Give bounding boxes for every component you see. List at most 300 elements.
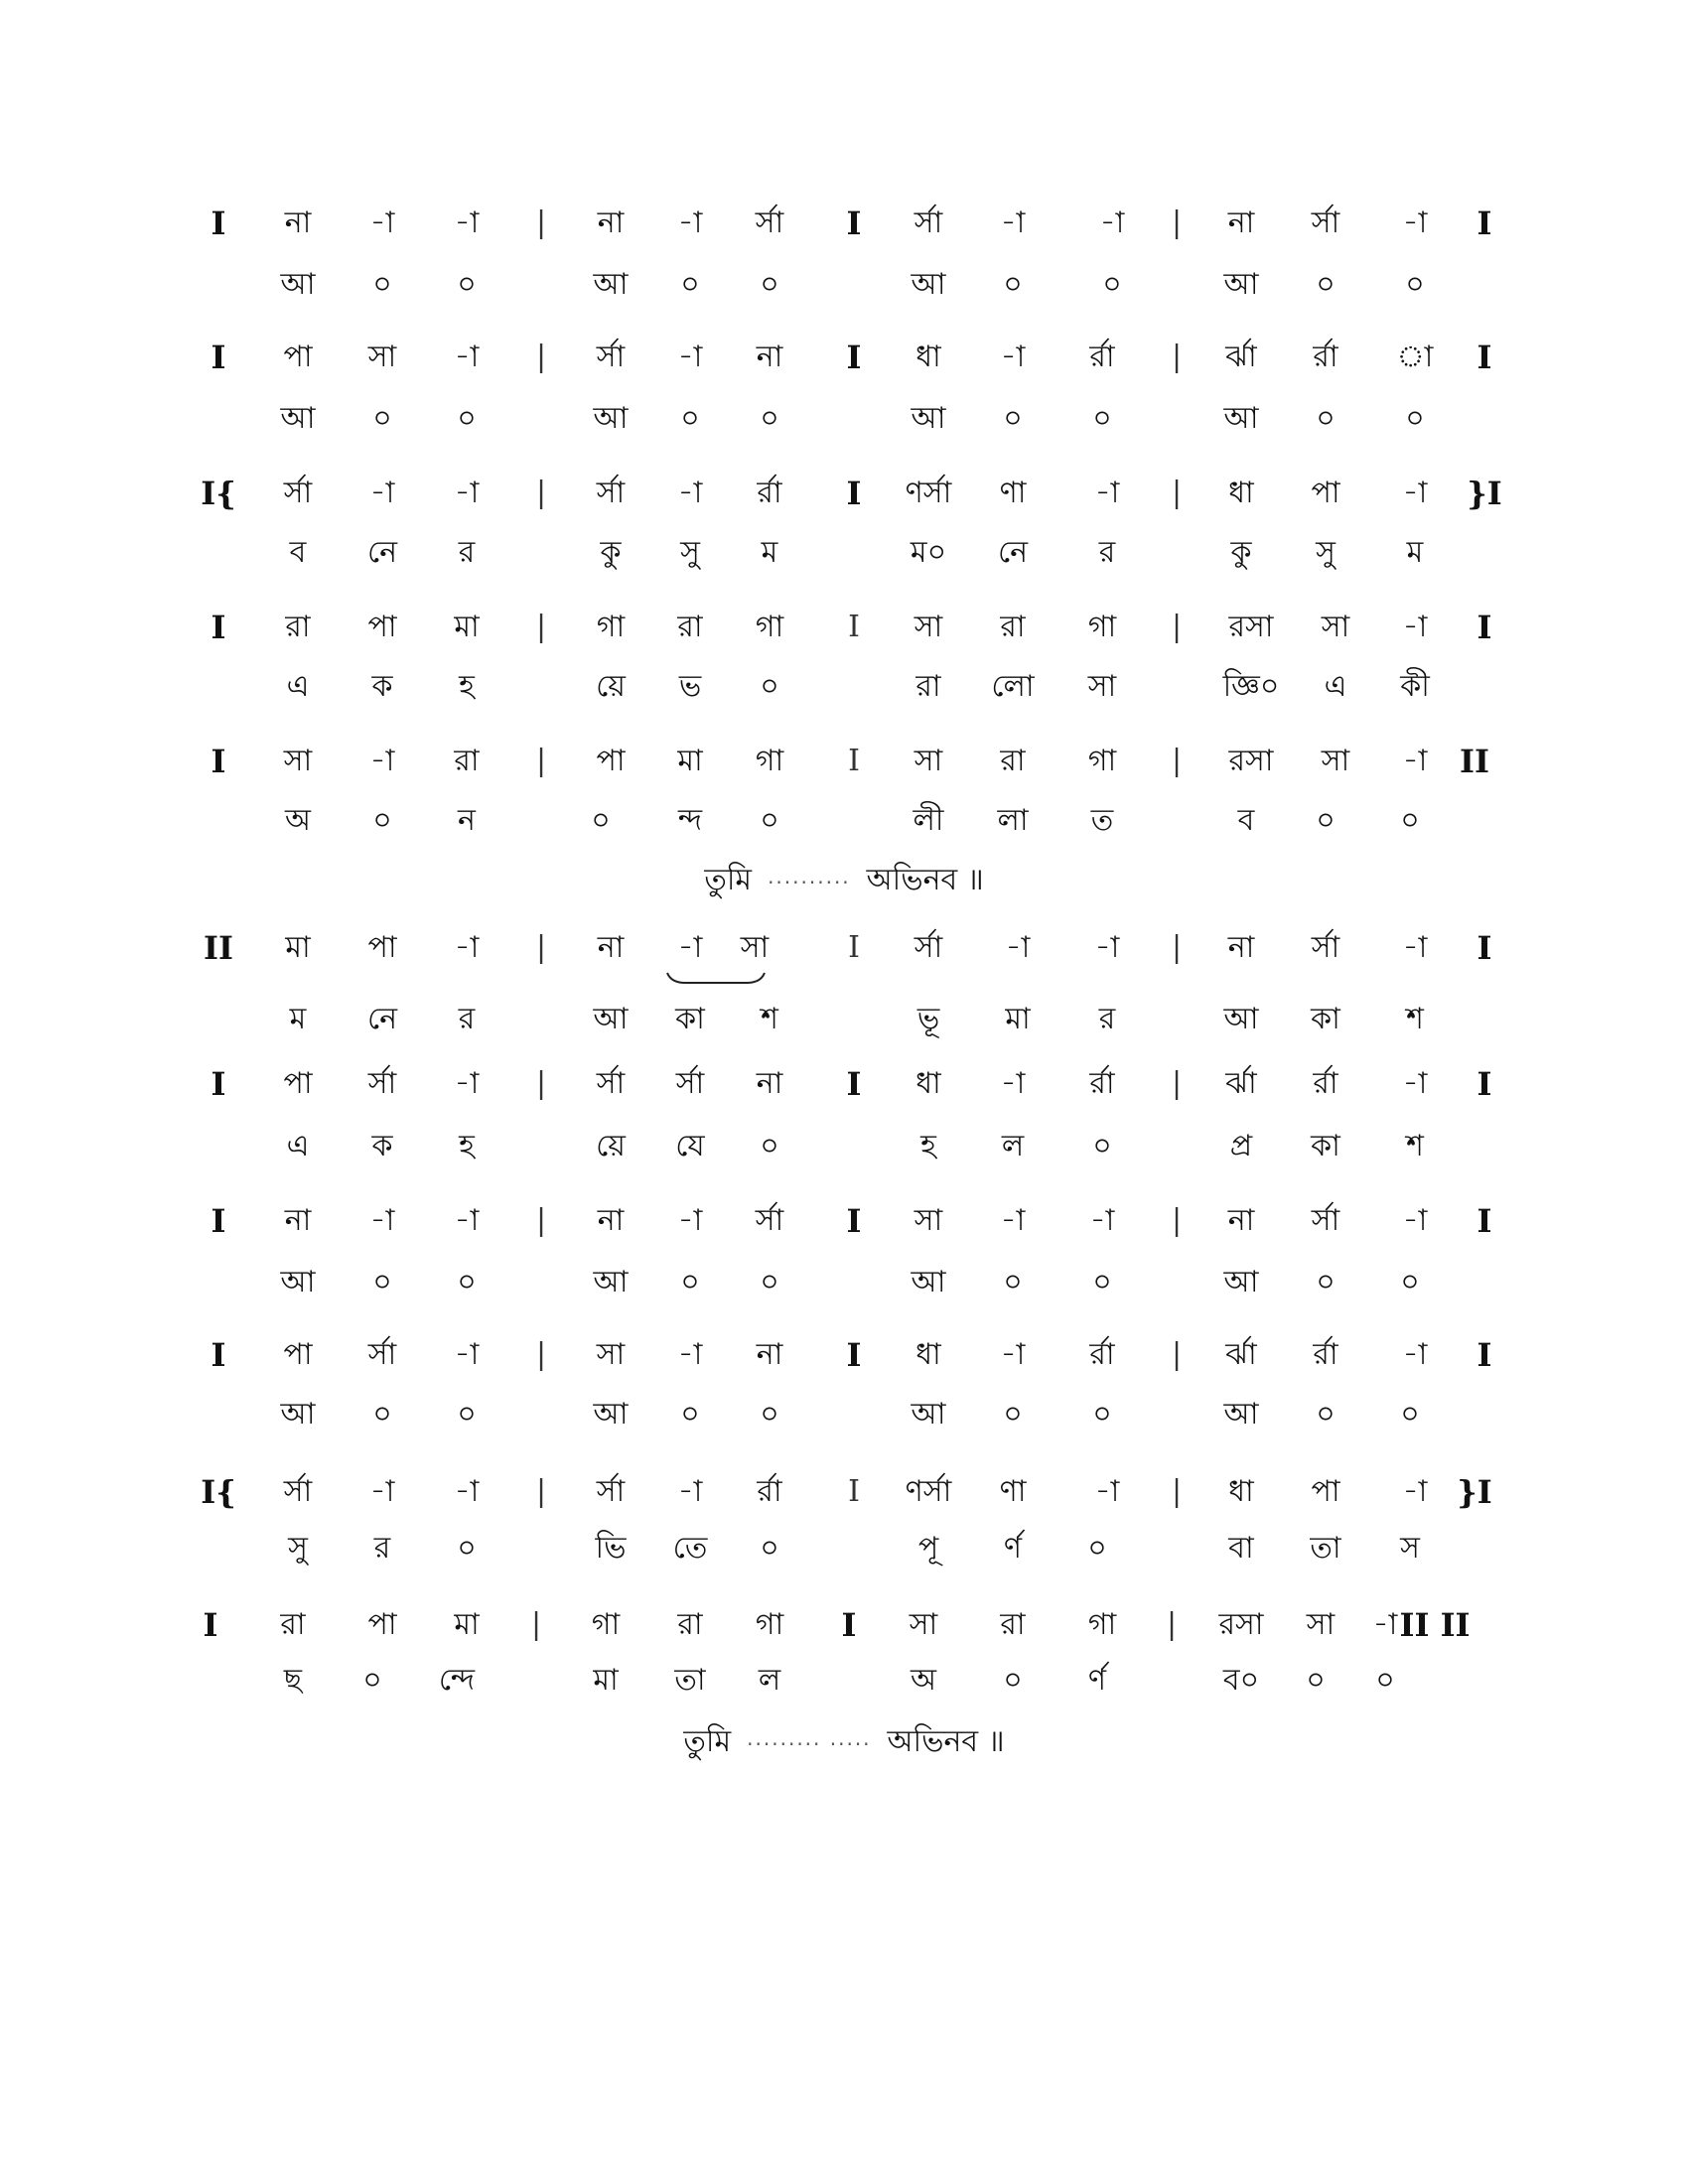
lyric-syllable: ন্দে (438, 1663, 476, 1698)
lyric-syllable: আ (593, 1397, 629, 1432)
swara-note: গা (755, 744, 784, 778)
swara-note: র্ঝা (1225, 1066, 1257, 1101)
lyric-syllable: ০ (457, 1531, 477, 1566)
barline: I (211, 205, 226, 242)
swara-note: পা (367, 610, 397, 644)
lyric-syllable: ০ (1003, 1265, 1023, 1299)
lyric-syllable: লা (997, 803, 1029, 838)
swara-row (0, 603, 1688, 652)
swara-note: সা (367, 340, 397, 374)
swara-note: সা (283, 744, 313, 778)
swara-note: না (756, 1337, 783, 1372)
barline: | (535, 610, 547, 644)
lyric-syllable: ক (371, 1129, 393, 1163)
barline: | (1171, 744, 1183, 778)
swara-note: -া (677, 476, 703, 510)
barline: | (1171, 1066, 1183, 1101)
lyric-syllable: এ (286, 1129, 310, 1163)
refrain-start: তুমি (683, 1724, 732, 1759)
lyric-syllable: আ (1223, 267, 1259, 302)
swara-note: গা (1087, 1607, 1117, 1642)
swara-note: -া (1000, 1337, 1026, 1372)
lyric-syllable: শ (761, 1002, 778, 1036)
lyric-syllable: র (458, 535, 476, 570)
lyric-syllable: সা (1087, 669, 1117, 704)
barline: | (1171, 1337, 1183, 1372)
lyric-syllable: ০ (760, 1531, 779, 1566)
lyric-syllable: ০ (1316, 267, 1336, 302)
lyric-syllable: ০ (1316, 1397, 1336, 1432)
barline: | (1171, 610, 1183, 644)
swara-note: না (284, 1203, 312, 1238)
lyric-syllable: জ্ঞি০ (1222, 669, 1280, 704)
swara-note: র্রা (1313, 340, 1338, 374)
swara-note: র্সা (755, 1203, 784, 1238)
lyric-syllable: ০ (372, 1397, 392, 1432)
lyric-syllable: ০ (372, 803, 392, 838)
lyric-syllable: হ (459, 1129, 475, 1163)
swara-note: -া (677, 930, 703, 965)
swara-note: না (597, 205, 625, 240)
swara-note: -া (1402, 744, 1428, 778)
lyric-syllable: য়ে (596, 669, 626, 704)
barline: I (848, 1474, 860, 1509)
barline: I (203, 1606, 218, 1644)
swara-row (0, 469, 1688, 518)
barline: I (1477, 1202, 1492, 1240)
swara-note: -া (1000, 205, 1026, 240)
lyric-syllable: ০ (1400, 1265, 1420, 1299)
swara-note: র্ঝা (1225, 340, 1257, 374)
swara-note: মা (677, 744, 703, 778)
swara-note: -া (1094, 1474, 1120, 1509)
lyric-syllable: আ (593, 401, 629, 436)
barline: I (848, 610, 860, 644)
swara-note: রা (454, 744, 480, 778)
swara-note: রা (1000, 744, 1026, 778)
lyric-syllable: আ (911, 267, 946, 302)
swara-note: র্সা (914, 205, 943, 240)
lyric-syllable: কী (1400, 669, 1430, 704)
lyric-syllable: ০ (1092, 1129, 1112, 1163)
swara-note: পা (283, 340, 313, 374)
barline: I (211, 339, 226, 376)
swara-note: -া (677, 340, 703, 374)
lyric-syllable: অ (285, 803, 311, 838)
lyric-syllable: ০ (1092, 1265, 1112, 1299)
swara-note: র্সা (675, 1066, 705, 1101)
lyric-syllable: ব (1237, 803, 1255, 838)
lyric-syllable: র (373, 1531, 391, 1566)
swara-note: -া (454, 1474, 480, 1509)
lyric-syllable: ০ (1316, 803, 1336, 838)
lyric-syllable: ক (371, 669, 393, 704)
swara-note: -া (1000, 1066, 1026, 1101)
swara-note: -া (1402, 476, 1428, 510)
barline: I (211, 1336, 226, 1374)
swara-note: র্সা (1311, 930, 1340, 965)
swara-note: মা (454, 610, 480, 644)
lyric-syllable: ০ (457, 267, 477, 302)
lyric-syllable: নে (366, 1002, 398, 1036)
lyric-syllable: ০ (760, 1397, 779, 1432)
lyric-syllable: সু (1316, 535, 1336, 570)
swara-note: -া (369, 476, 395, 510)
swara-row (0, 1059, 1688, 1109)
lyric-syllable: সু (680, 535, 700, 570)
lyric-syllable: র (1098, 535, 1116, 570)
swara-note: র্সা (1311, 1203, 1340, 1238)
lyric-syllable: কু (600, 535, 622, 570)
swara-note: মা (285, 930, 311, 965)
swara-note: ধা (915, 1066, 941, 1101)
lyric-syllable: ছ (283, 1663, 303, 1698)
refrain-line (496, 856, 1192, 907)
swara-row (0, 1330, 1688, 1380)
swara-note: সা (909, 1607, 938, 1642)
lyric-syllable: ০ (1405, 401, 1425, 436)
swara-note: গা (596, 610, 626, 644)
lyric-row (0, 796, 1688, 846)
swara-note: গা (591, 1607, 621, 1642)
swara-note: র্রা (1089, 340, 1115, 374)
swara-note: সা (914, 744, 943, 778)
lyric-row (0, 995, 1688, 1044)
refrain-ellipsis: ········· ····· (747, 1732, 872, 1756)
barline: | (535, 1066, 547, 1101)
swara-note: পা (367, 930, 397, 965)
lyric-syllable: র্ণ (1003, 1531, 1023, 1566)
lyric-syllable: ০ (680, 1397, 700, 1432)
lyric-syllable: ০ (372, 1265, 392, 1299)
swara-note: পা (1311, 476, 1340, 510)
lyric-syllable: ০ (760, 803, 779, 838)
barline: I (841, 1606, 857, 1644)
lyric-syllable: আ (593, 1002, 629, 1036)
lyric-syllable: আ (1223, 1397, 1259, 1432)
swara-note: র্রা (1089, 1066, 1115, 1101)
swara-note: র্সা (1311, 205, 1340, 240)
swara-note: ণর্সা (905, 476, 952, 510)
barline: | (1171, 1474, 1183, 1509)
barline: I (846, 475, 862, 512)
barline: | (1171, 1203, 1183, 1238)
lyric-syllable: ম (289, 1002, 307, 1036)
swara-note: -া (454, 476, 480, 510)
lyric-syllable: ০ (760, 267, 779, 302)
lyric-syllable: আ (911, 1265, 946, 1299)
swara-note: -া (677, 1337, 703, 1372)
swara-row (0, 1196, 1688, 1246)
lyric-syllable: ০ (591, 803, 611, 838)
swara-row (0, 1467, 1688, 1517)
barline: | (1171, 340, 1183, 374)
barline: I (1477, 1336, 1492, 1374)
swara-note: ণর্সা (905, 1474, 952, 1509)
lyric-syllable: আ (280, 1397, 316, 1432)
lyric-syllable: ০ (362, 1663, 382, 1698)
lyric-syllable: আ (280, 267, 316, 302)
swara-note: -া (1402, 1474, 1428, 1509)
barline: I (1477, 929, 1492, 967)
swara-note: -া (1372, 1607, 1398, 1642)
lyric-syllable: রা (915, 669, 941, 704)
swara-row (0, 737, 1688, 786)
lyric-syllable: ল (1001, 1129, 1025, 1163)
swara-note: পা (596, 744, 626, 778)
barline: | (535, 1474, 547, 1509)
swara-note: -া (1089, 1203, 1115, 1238)
lyric-syllable: ০ (760, 669, 779, 704)
lyric-syllable: আ (280, 1265, 316, 1299)
swara-row (0, 923, 1688, 973)
swara-note: সা (1321, 744, 1350, 778)
lyric-syllable: পূ (917, 1531, 939, 1566)
lyric-syllable: ম০ (910, 535, 947, 570)
swara-note: না (756, 340, 783, 374)
swara-note: -া (677, 1203, 703, 1238)
barline: I{ (201, 1473, 236, 1511)
lyric-syllable: হ (459, 669, 475, 704)
lyric-syllable: ০ (1092, 401, 1112, 436)
swara-note: র্সা (755, 205, 784, 240)
swara-note: -া (1402, 610, 1428, 644)
swara-note: -া (1402, 205, 1428, 240)
lyric-syllable: হ (920, 1129, 936, 1163)
swara-note: রা (280, 1607, 306, 1642)
lyric-syllable: ০ (1102, 267, 1122, 302)
lyric-syllable: তে (672, 1531, 708, 1566)
swara-note: র্সা (283, 1474, 313, 1509)
lyric-row (0, 1122, 1688, 1171)
lyric-syllable: বা (1228, 1531, 1254, 1566)
swara-note: সা (914, 610, 943, 644)
swara-note: -া (454, 1066, 480, 1101)
swara-note: ণা (999, 1474, 1027, 1509)
swara-note: সা (596, 1337, 626, 1372)
swara-row (0, 1600, 1688, 1650)
lyric-syllable: আ (593, 1265, 629, 1299)
swara-note: গা (755, 1607, 784, 1642)
swara-note: -া (454, 340, 480, 374)
lyric-syllable: ০ (1400, 1397, 1420, 1432)
swara-note: -া (454, 1337, 480, 1372)
lyric-syllable: ব (289, 535, 307, 570)
refrain-start: তুমি (704, 863, 753, 897)
lyric-syllable: মা (1005, 1002, 1031, 1036)
lyric-syllable: ০ (1306, 1663, 1326, 1698)
swara-note: র্রা (1089, 1337, 1115, 1372)
swara-note: -া (1000, 340, 1026, 374)
barline: I (1477, 1065, 1492, 1103)
lyric-syllable: ০ (372, 267, 392, 302)
lyric-syllable: ০ (1316, 1265, 1336, 1299)
barline: I (846, 1202, 862, 1240)
swara-note: রা (677, 610, 703, 644)
lyric-row (0, 260, 1688, 310)
lyric-syllable: মা (593, 1663, 619, 1698)
swara-note: -া (454, 930, 480, 965)
swara-note: -া (454, 1203, 480, 1238)
refrain-end: অভিনব ॥ (887, 1724, 1005, 1759)
lyric-syllable: ০ (1003, 267, 1023, 302)
barline: I (211, 1202, 226, 1240)
swara-note: -া (1402, 930, 1428, 965)
barline: I (1477, 205, 1492, 242)
swara-note: গা (755, 610, 784, 644)
swara-note: না (1227, 205, 1255, 240)
swara-note: সা (1306, 1607, 1336, 1642)
lyric-syllable: ভি (595, 1531, 627, 1566)
swara-note: র্রা (757, 1474, 782, 1509)
swara-note: পা (283, 1337, 313, 1372)
barline: }I (1467, 475, 1502, 512)
barline: I (846, 1336, 862, 1374)
swara-note: র্সা (596, 1474, 626, 1509)
swara-note: -া (369, 1474, 395, 1509)
lyric-syllable: য়ে (596, 1129, 626, 1163)
swara-note: গা (1087, 744, 1117, 778)
lyric-row (0, 1524, 1688, 1573)
lyric-syllable: ভূ (916, 1002, 940, 1036)
lyric-syllable: ০ (372, 401, 392, 436)
barline: I{ (201, 475, 236, 512)
barline: | (535, 205, 547, 240)
lyric-row (0, 394, 1688, 444)
barline: I (211, 743, 226, 780)
barline: I (848, 930, 860, 965)
swara-note: র্সা (596, 340, 626, 374)
swara-note: সা (914, 1203, 943, 1238)
swara-note: -া (369, 205, 395, 240)
barline: | (535, 930, 547, 965)
lyric-syllable: ০ (457, 401, 477, 436)
lyric-syllable: ০ (1003, 401, 1023, 436)
barline: | (1171, 205, 1183, 240)
swara-note: ধা (1228, 476, 1254, 510)
swara-note: -া (1402, 1066, 1428, 1101)
lyric-syllable: ০ (457, 1397, 477, 1432)
lyric-syllable: ০ (680, 1265, 700, 1299)
refrain-end: অভিনব ॥ (866, 863, 984, 897)
swara-note: না (1227, 930, 1255, 965)
lyric-syllable: সু (288, 1531, 308, 1566)
lyric-row (0, 1258, 1688, 1307)
swara-note: ণা (999, 476, 1027, 510)
lyric-syllable: ম (1406, 535, 1424, 570)
swara-note: রা (677, 1607, 703, 1642)
swara-note: -া (454, 205, 480, 240)
swara-note: র্ঝা (1225, 1337, 1257, 1372)
barline: | (535, 1337, 547, 1372)
lyric-syllable: ০ (680, 267, 700, 302)
lyric-syllable: ০ (1087, 1531, 1107, 1566)
lyric-syllable: কা (1311, 1002, 1340, 1036)
lyric-row (0, 1390, 1688, 1439)
lyric-syllable: কু (1230, 535, 1252, 570)
lyric-syllable: তা (674, 1663, 706, 1698)
swara-note: র্সা (367, 1337, 397, 1372)
lyric-syllable: ন্দ (677, 803, 703, 838)
swara-note: র্সা (914, 930, 943, 965)
lyric-syllable: র (458, 1002, 476, 1036)
barline: | (535, 1203, 547, 1238)
swara-note: ধা (915, 340, 941, 374)
barline: | (535, 476, 547, 510)
swara-note: না (597, 1203, 625, 1238)
barline: | (535, 744, 547, 778)
swara-note: রসা (1228, 610, 1274, 644)
swara-note: গা (1087, 610, 1117, 644)
swara-note: ধা (915, 1337, 941, 1372)
swara-note: -া (1094, 930, 1120, 965)
barline: I (846, 1065, 862, 1103)
swara-note: রা (1000, 1607, 1026, 1642)
lyric-syllable: ০ (1400, 803, 1420, 838)
lyric-syllable: আ (911, 1397, 946, 1432)
barline: | (1171, 930, 1183, 965)
swara-note: র্সা (596, 476, 626, 510)
swara-note: র্রা (1313, 1337, 1338, 1372)
lyric-syllable: ০ (680, 401, 700, 436)
swara-note: -া (677, 205, 703, 240)
lyric-row (0, 662, 1688, 712)
swara-note: -া (1094, 476, 1120, 510)
swara-note: -া (1099, 205, 1125, 240)
lyric-syllable: ০ (760, 1265, 779, 1299)
barline: I (846, 339, 862, 376)
lyric-row (0, 1656, 1688, 1706)
barline: II (204, 929, 233, 967)
swara-note: র্সা (283, 476, 313, 510)
swara-note: পা (367, 1607, 397, 1642)
swara-note: া (1396, 340, 1434, 374)
swara-note: রসা (1218, 1607, 1264, 1642)
swara-row (0, 333, 1688, 382)
lyric-syllable: ০ (1316, 401, 1336, 436)
swara-note: -া (1000, 1203, 1026, 1238)
refrain-ellipsis: ·········· (768, 871, 851, 894)
swara-note: পা (283, 1066, 313, 1101)
swara-note: না (1227, 1203, 1255, 1238)
lyric-syllable: ল (758, 1663, 781, 1698)
lyric-syllable: লী (913, 803, 944, 838)
lyric-syllable: ০ (1003, 1397, 1023, 1432)
barline: I (211, 609, 226, 646)
swara-note: -া (677, 1474, 703, 1509)
swara-note: র্রা (1313, 1066, 1338, 1101)
swara-note: র্রা (757, 476, 782, 510)
lyric-syllable: ভ (678, 669, 702, 704)
lyric-syllable: ০ (760, 401, 779, 436)
swara-note: -া (1005, 930, 1031, 965)
lyric-syllable: কা (675, 1002, 705, 1036)
barline: II (1460, 743, 1489, 780)
lyric-syllable: তা (1310, 1531, 1341, 1566)
swara-note: রা (285, 610, 311, 644)
lyric-syllable: ০ (760, 1129, 779, 1163)
barline: I (211, 1065, 226, 1103)
lyric-syllable: আ (1223, 1002, 1259, 1036)
lyric-syllable: এ (1324, 669, 1347, 704)
barline: I (848, 744, 860, 778)
lyric-syllable: র (1098, 1002, 1116, 1036)
barline: I (1477, 609, 1492, 646)
barline: | (530, 1607, 542, 1642)
swara-note: -া (369, 744, 395, 778)
lyric-syllable: র্ণ (1087, 1663, 1107, 1698)
lyric-syllable: অ (911, 1663, 936, 1698)
